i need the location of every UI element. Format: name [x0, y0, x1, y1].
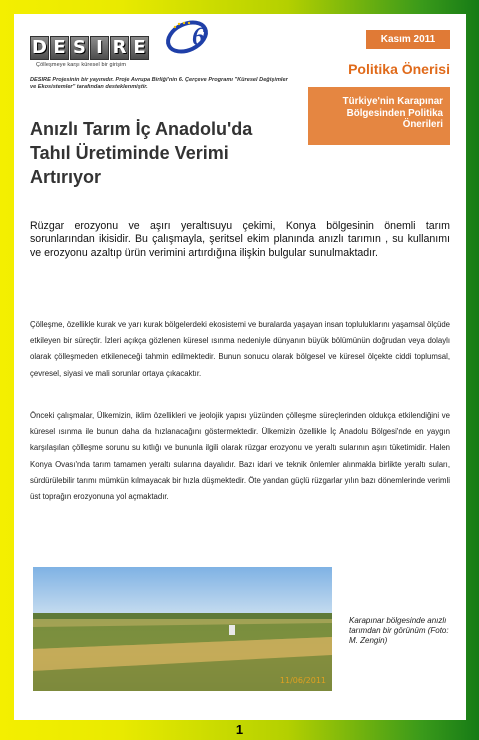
page-title: Anızlı Tarım İç Anadolu'da Tahıl Üretiminde Verimi Artırıyor — [30, 119, 253, 187]
logo-letter: I — [90, 36, 109, 60]
logo-letter: S — [70, 36, 89, 60]
photo-caption: Karapınar bölgesinde anızlı tarımdan bir görünüm (Foto: M. Zengin) — [349, 616, 449, 645]
logo-letter: D — [30, 36, 49, 60]
logo-letter: E — [50, 36, 69, 60]
regional-box: Türkiye'nin Karapınar Bölgesinden Politika Önerileri — [308, 87, 450, 145]
logo-letter: E — [130, 36, 149, 60]
page-number: 1 — [235, 722, 244, 737]
logo-letter: R — [110, 36, 129, 60]
field-photo — [33, 567, 332, 691]
lead-paragraph: Rüzgar erozyonu ve aşırı yeraltısuyu çekimi, Konya bölgesinin önemli tarım sorunlarından ikisidir. Bu çalışmayla, şeritsel ekim planında anızlı tarımın , su kullanımı ve erozyonu azaltıp ürün verimini artırdığına ilişkin bulgular sunulmaktadır. — [30, 220, 450, 259]
date-badge: Kasım 2011 — [366, 30, 450, 49]
funding-note: DESIRE Projesinin bir yayınıdır. Proje Avrupa Birliği'nin 6. Çerçeve Programı "Küresel Değişimler ve Ekosistemler" tarafından desteklenmiştir. — [30, 77, 288, 91]
photo-date-stamp: 11/06/2011 — [279, 676, 326, 685]
eu-fp6-logo — [163, 18, 211, 56]
field-photo-image — [33, 567, 332, 691]
desire-logo-letters — [30, 36, 149, 60]
eu-logo-number: 6 — [192, 22, 205, 51]
document-type: Politika Önerisi — [348, 61, 450, 77]
body-paragraph-2: Önceki çalışmalar, Ülkemizin, iklim özellikleri ve jeolojik yapısı yüzünden çölleşme süreçlerinden oldukça etkilendiğini ve küresel ısınma ile bunun daha da hızlanacağını göstermektedir. Ülkemizin özellikle İç Anadolu Bölgesi'nde en yaygın karşılaşılan çölleşme sorunu su kıtlığı ve bununla ilgili olarak rüzgar erozyonu ve yeraltı sularının aşırı tüketimidir. Halen Konya Ovası'nda tarım tamamen yeraltı sularına dayalıdır. Bazı idari ve teknik önlemler alınmakla birlikte yeraltı suları, sürdürülebilir tarımı mümkün kılmayacak bir hızla düşmektedir. Öte yandan güçlü rüzgarlar yılın bazı dönemlerinde verimli üst toprağın erozyonuna yol açmaktadır. — [30, 411, 450, 502]
logo-tagline: Çölleşmeye karşı küresel bir girişim — [36, 62, 127, 68]
body-paragraph-1: Çölleşme, özellikle kurak ve yarı kurak bölgelerdeki ekosistemi ve buralarda yaşayan insan topluluklarını yaşamsal ölçüde etkileyen bir süreçtir. İzleri açıkça gözlenen küresel ısınma nedeniyle dünyanın büyük bölümünün doğrudan veya dolaylı olarak çölleşmeden etkileneceği tahmin edilmektedir. Bunun sonucu olarak bölgesel ve küresel ölçekte ciddi toplumsal, çevresel, siyasi ve mali sorunlar ortaya çıkacaktır. — [30, 320, 450, 378]
